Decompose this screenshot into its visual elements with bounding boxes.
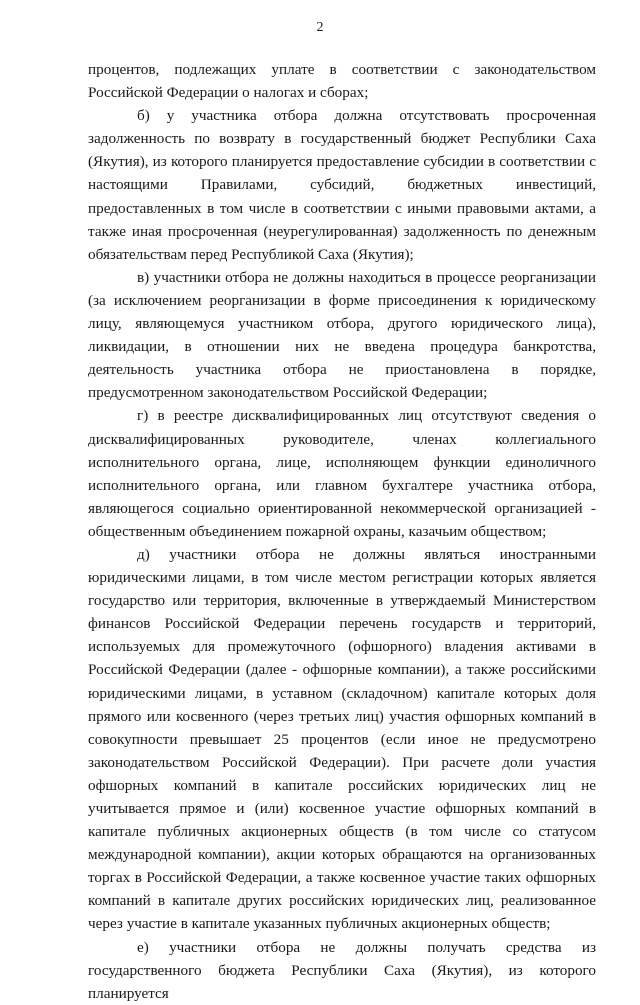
paragraph-item-g: г) в реестре дисквалифицированных лиц отсутствуют сведения о дисквалифицированных руководителе, членах коллегиального исполнительного органа, лице, исполняющем функции единоличного исполнительного органа, или главном бухгалтере участника отбора, являющегося социально ориентированной некоммерческой организацией - общественным объединением пожарной охраны, казачьим обществом; bbox=[88, 407, 596, 540]
paragraph-item-v: в) участники отбора не должны находиться в процессе реорганизации (за исключением реорганизации в форме присоединения к юридическому лицу, являющемуся участником отбора, другого юридического лица), ликвидации, в отношении них не введена процедура банкротства, деятельность участника отбора не приостановлена в порядке, предусмотренном законодательством Российской Федерации; bbox=[88, 268, 596, 402]
paragraph-item-d: д) участники отбора не должны являться иностранными юридическими лицами, в том числе местом регистрации которых является государство или территория, включенные в утверждаемый Министерством финансов Российской Федерации перечень государств и территорий, используемых для промежуточного (офшорного) владения активами в Российской Федерации (далее - офшорные компании), а также российскими юридическими лицами, в уставном (складочном) капитале которых доля прямого или косвенного (через третьих лиц) участия офшорных компаний в совокупности превышает 25 процентов (если иное не предусмотрено законодательством Российской Федерации). При расчете доли участия офшорных компаний в капитале российских юридических лиц не учитывается прямое и (или) косвенное участие офшорных компаний в капитале публичных акционерных обществ (в том числе со статусом международной компании), акции которых обращаются на организованных торгах в Российской Федерации, а также косвенное участие таких офшорных компаний в капитале других российских юридических лиц, реализованное через участие в капитале указанных публичных акционерных обществ; bbox=[88, 545, 596, 933]
paragraph-item-e: е) участники отбора не должны получать средства из государственного бюджета Республики Саха (Якутия), из которого планируется bbox=[88, 938, 596, 1002]
paragraph-item-b: б) у участника отбора должна отсутствовать просроченная задолженность по возврату в государственный бюджет Республики Саха (Якутия), из которого планируется предоставление субсидии в соответствии с настоящими Правилами, субсидий, бюджетных инвестиций, предоставленных в том числе в соответствии с иными правовыми актами, а также иная просроченная (неурегулированная) задолженность по денежным обязательствам перед Республикой Саха (Якутия); bbox=[88, 107, 596, 263]
paragraph-continuation: процентов, подлежащих уплате в соответствии с законодательством Российской Федерации о налогах и сборах; bbox=[88, 61, 596, 102]
page-number: 2 bbox=[316, 20, 324, 35]
document-body bbox=[88, 58, 596, 1005]
